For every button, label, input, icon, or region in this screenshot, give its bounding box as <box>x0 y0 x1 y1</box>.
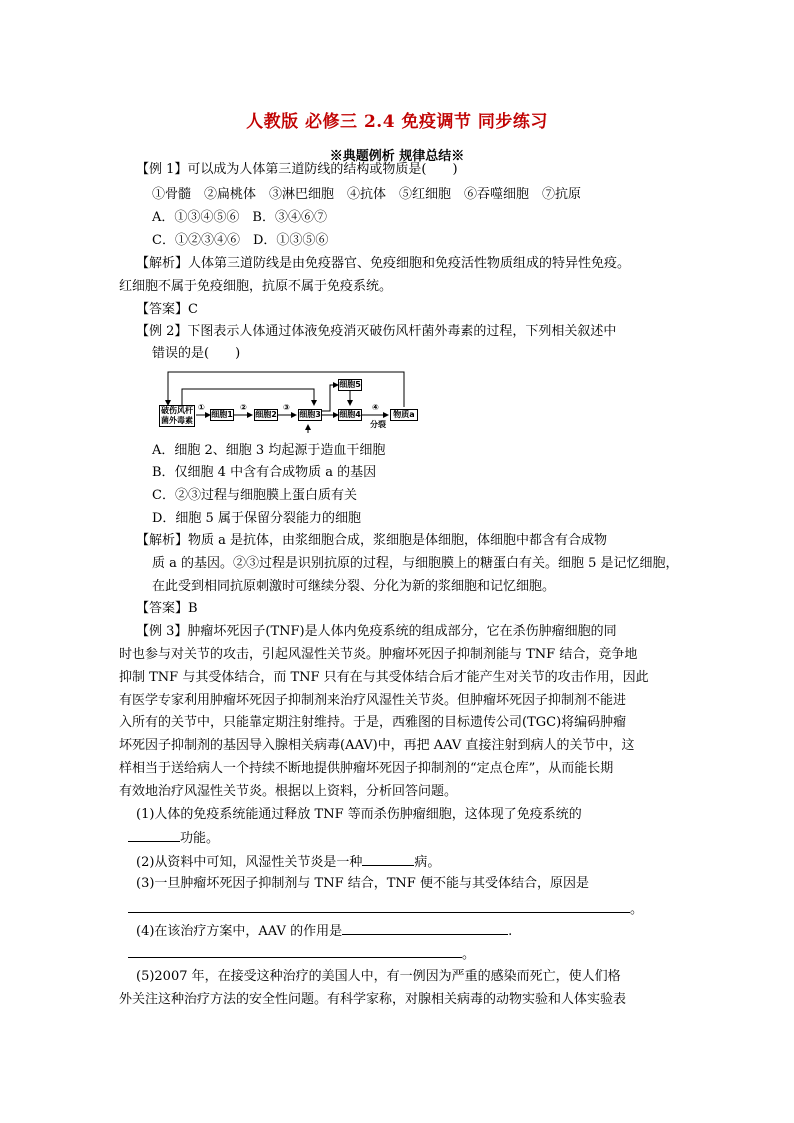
question4-answer-line <box>128 943 475 965</box>
question4-blank-2[interactable] <box>128 943 462 958</box>
example2-analysis-line2: 质 a 的基因。②③过程是识别抗原的过程，与细胞膜上的糖蛋白有关。细胞 5 是记忆细胞， <box>152 556 679 571</box>
diagram-box-cell2: 细胞2 <box>255 410 277 419</box>
example3-text-line3: 抑制 TNF 与其受体结合，而 TNF 只有在与其受体结合后才能产生对关节的攻击作用，因此 <box>119 670 649 685</box>
example1-question: 【例 1】可以成为人体第三道防线的结构或物质是( ) <box>136 162 458 177</box>
diagram-step-1: ① <box>198 403 205 412</box>
diagram-step-3: ③ <box>283 403 290 412</box>
diagram-box-cell5: 细胞5 <box>339 380 361 389</box>
example3-text-line8: 有效地治疗风湿性关节炎。根据以上资料，分析回答问题。 <box>119 784 458 799</box>
diagram-step-2: ② <box>240 403 247 412</box>
example2-analysis-line3: 在此受到相同抗原刺激时可继续分裂、分化为新的浆细胞和记忆细胞。 <box>152 579 556 594</box>
example1-options-ab: A．①③④⑤⑥ B．③④⑥⑦ <box>152 210 327 225</box>
diagram-split-label: 分裂 <box>370 420 386 429</box>
question4-blank[interactable] <box>342 920 508 935</box>
example3-text-line7: 样相当于送给病人一个持续不断地提供肿瘤坏死因子抑制剂的“定点仓库”，从而能长期 <box>119 761 614 776</box>
question5-text-line2: 外关注这种治疗方法的安全性问题。有科学家称，对腺相关病毒的动物实验和人体实验表 <box>119 992 627 1007</box>
question4-tail: 。 <box>462 947 476 962</box>
example3-text-line1: 【例 3】肿瘤坏死因子(TNF)是人体内免疫系统的组成部分，它在杀伤肿瘤细胞的同 <box>136 624 617 639</box>
question1-tail: 功能。 <box>180 831 220 846</box>
example1-analysis-line2: 红细胞不属于免疫细胞，抗原不属于免疫系统。 <box>119 279 393 294</box>
question3-blank[interactable] <box>128 898 630 913</box>
example1-analysis-line1: 【解析】人体第三道防线是由免疫器官、免疫细胞和免疫活性物质组成的特异性免疫。 <box>136 256 631 271</box>
diagram-box-substance-a: 物质a <box>390 409 418 421</box>
example1-items: ①骨髓 ②扁桃体 ③淋巴细胞 ④抗体 ⑤红细胞 ⑥吞噬细胞 ⑦抗原 <box>152 187 582 202</box>
example2-question-line1: 【例 2】下图表示人体通过体液免疫消灭破伤风杆菌外毒素的过程，下列相关叙述中 <box>136 324 617 339</box>
question4-text: (4)在该治疗方案中，AAV 的作用是 <box>136 924 343 939</box>
example2-option-d: D．细胞 5 属于保留分裂能力的细胞 <box>152 511 361 526</box>
example1-answer: 【答案】C <box>136 302 198 317</box>
section-subtitle: ※典题例析 规律总结※ <box>329 149 465 164</box>
example1-options-cd: C．①②③④⑥ D．①③⑤⑥ <box>152 233 329 248</box>
question3-answer-line <box>128 898 643 920</box>
diagram-box-toxin: 破伤风杆菌外毒素 <box>161 406 193 425</box>
immune-process-diagram <box>158 367 424 433</box>
question3-text: (3)一旦肿瘤坏死因子抑制剂与 TNF 结合，TNF 便不能与其受体结合，原因是 <box>136 876 589 891</box>
example3-text-line4: 有医学专家利用肿瘤坏死因子抑制剂来治疗风湿性关节炎。但肿瘤坏死因子抑制剂不能进 <box>119 693 627 708</box>
question2-blank[interactable] <box>362 851 414 866</box>
example2-option-a: A．细胞 2、细胞 3 均起源于造血干细胞 <box>152 443 386 458</box>
question2-line <box>136 851 440 873</box>
diagram-box-cell3: 细胞3 <box>299 410 321 419</box>
example2-option-b: B．仅细胞 4 中含有合成物质 a 的基因 <box>152 465 377 480</box>
question2-text: (2)从资料中可知，风湿性关节炎是一种 <box>136 855 363 870</box>
diagram-box-cell4: 细胞4 <box>339 410 361 419</box>
question1-text: (1)人体的免疫系统能通过释放 TNF 等而杀伤肿瘤细胞，这体现了免疫系统的 <box>136 807 582 822</box>
example2-answer: 【答案】B <box>136 601 198 616</box>
question5-text-line1: (5)2007 年，在接受这种治疗的美国人中，有一例因为严重的感染而死亡，使人们格 <box>136 969 621 984</box>
question3-tail: 。 <box>630 902 644 917</box>
example2-analysis-line1: 【解析】物质 a 是抗体，由浆细胞合成，浆细胞是体细胞，体细胞中都含有合成物 <box>136 533 608 548</box>
example3-text-line2: 时也参与对关节的攻击，引起风湿性关节炎。肿瘤坏死因子抑制剂能与 TNF 结合，竞争地 <box>119 647 638 662</box>
question2-tail: 病。 <box>414 855 441 870</box>
question4-dot: . <box>508 924 513 939</box>
diagram-step-4: ④ <box>372 403 379 412</box>
question1-blank[interactable] <box>128 827 180 842</box>
example3-text-line6: 坏死因子抑制剂的基因导入腺相关病毒(AAV)中，再把 AAV 直接注射到病人的关节中，这 <box>119 738 635 753</box>
question4-line <box>136 920 512 942</box>
example2-question-line2: 错误的是( ) <box>152 346 241 361</box>
page-title: 人教版 必修三 2.4 免疫调节 同步练习 <box>246 112 548 132</box>
example3-text-line5: 入所有的关节中，只能靠定期注射维持。于是，西雅图的目标遗传公司(TGC)将编码肿瘤 <box>119 715 627 730</box>
diagram-box-cell1: 细胞1 <box>211 410 233 419</box>
example2-option-c: C．②③过程与细胞膜上蛋白质有关 <box>152 488 357 503</box>
question1-answer-line <box>128 827 219 849</box>
